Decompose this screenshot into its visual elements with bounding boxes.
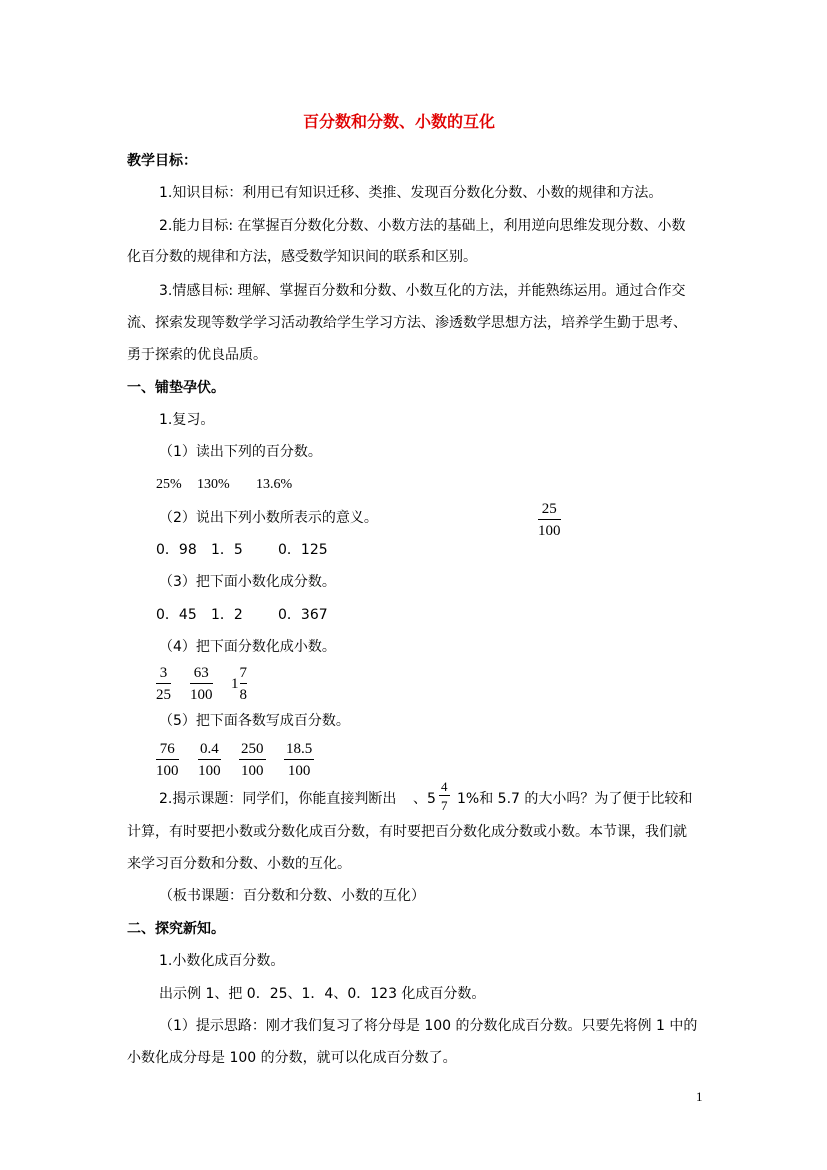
question4: （4）把下面分数化成小数。 xyxy=(159,639,336,655)
section2-heading: 二、探究新知。 xyxy=(127,921,225,937)
fraction xyxy=(239,740,266,780)
fraction-denominator: 100 xyxy=(241,763,264,779)
decimal-item: 1．5 xyxy=(211,542,243,558)
fraction-bar xyxy=(284,759,314,760)
hint-line2: 小数化成分母是 100 的分数，就可以化成百分数了。 xyxy=(127,1050,457,1066)
topic-line3: 来学习百分数和分数、小数的互化。 xyxy=(127,856,351,872)
fraction-bar xyxy=(239,759,266,760)
fraction-numerator: 25 xyxy=(541,501,557,517)
fraction-denominator: 8 xyxy=(239,687,247,703)
fraction-numerator: 76 xyxy=(159,741,175,757)
fraction-bar xyxy=(198,759,221,760)
decimal-item: 1．2 xyxy=(211,607,243,623)
fraction-numerator: 18.5 xyxy=(286,741,313,757)
fraction-denominator: 100 xyxy=(538,523,561,539)
fraction xyxy=(190,664,213,704)
side-fraction xyxy=(538,500,561,540)
fraction xyxy=(156,740,179,780)
hint-line1: （1）提示思路：刚才我们复习了将分母是 100 的分数化成百分数。只要先将例 1 中的 xyxy=(159,1018,698,1034)
decimal-item: 0．45 xyxy=(156,607,197,623)
fraction-denominator: 100 xyxy=(156,763,179,779)
fraction-denominator: 7 xyxy=(441,798,448,813)
question1: （1）读出下列的百分数。 xyxy=(159,444,322,460)
goals-heading: 教学目标： xyxy=(127,153,197,169)
decimal-item: 0．367 xyxy=(278,607,328,623)
goal-emotion-line3: 勇于探索的优良品质。 xyxy=(127,347,267,363)
topic-line1-start: 2.揭示课题：同学们，你能直接判断出 xyxy=(159,791,397,807)
fraction-bar xyxy=(240,683,248,684)
topic-line2: 计算，有时要把小数或分数化成百分数，有时要把百分数化成分数或小数。本节课，我们就 xyxy=(127,824,687,840)
topic-line1-end: 1%和 5.7 的大小吗？为了便于比较和 xyxy=(457,791,693,807)
board-title: （板书课题：百分数和分数、小数的互化） xyxy=(159,888,425,904)
percent-item: 130% xyxy=(197,477,230,492)
fraction-bar xyxy=(156,683,171,684)
fraction-numerator: 7 xyxy=(239,665,247,681)
topic-line1-mid: 、5 xyxy=(413,791,436,807)
fraction xyxy=(198,740,221,780)
percent-item: 13.6% xyxy=(256,477,293,492)
question3: （3）把下面小数化成分数。 xyxy=(159,574,336,590)
fraction-numerator: 63 xyxy=(193,665,209,681)
percent-item: 25% xyxy=(156,477,182,492)
question5: （5）把下面各数写成百分数。 xyxy=(159,713,350,729)
fraction-numerator: 3 xyxy=(159,665,168,681)
fraction-numerator: 0.4 xyxy=(200,741,219,757)
fraction-denominator: 100 xyxy=(287,763,311,779)
topic-fraction xyxy=(439,779,450,813)
page-number: 1 xyxy=(696,1089,703,1104)
goal-emotion-line2: 流、探索发现等数学学习活动教给学生学习方法、渗透数学思想方法，培养学生勤于思考、 xyxy=(127,315,687,331)
fraction-bar xyxy=(156,759,179,760)
fraction-denominator: 100 xyxy=(198,763,221,779)
review-label: 1.复习。 xyxy=(159,412,215,428)
fraction-bar xyxy=(190,683,213,684)
goal-ability-line1: 2.能力目标: 在掌握百分数化分数、小数方法的基础上，利用逆向思维发现分数、小数 xyxy=(159,218,686,234)
goal-emotion-line1: 3.情感目标: 理解、掌握百分数和分数、小数互化的方法，并能熟练运用。通过合作交 xyxy=(159,283,686,299)
mixed-number xyxy=(231,664,247,704)
fraction xyxy=(156,664,171,704)
fraction-numerator: 4 xyxy=(441,779,448,794)
fraction-bar xyxy=(538,519,561,520)
fraction-denominator: 25 xyxy=(156,687,171,703)
section1-heading: 一、铺垫孕伏。 xyxy=(127,380,225,396)
new-knowledge-1: 1.小数化成百分数。 xyxy=(159,953,285,969)
decimal-item: 0．98 xyxy=(156,542,197,558)
goal-ability-line2: 化百分数的规律和方法，感受数学知识间的联系和区别。 xyxy=(127,249,477,265)
question2: （2）说出下列小数所表示的意义。 xyxy=(159,510,378,526)
goal-knowledge: 1.知识目标：利用已有知识迁移、类推、发现百分数化分数、小数的规律和方法。 xyxy=(159,185,663,201)
page-title: 百分数和分数、小数的互化 xyxy=(303,112,496,131)
example-1: 出示例 1、把 0．25、1．4、0．123 化成百分数。 xyxy=(159,986,486,1002)
mixed-whole: 1 xyxy=(231,675,239,692)
fraction-denominator: 100 xyxy=(190,687,213,703)
decimal-item: 0．125 xyxy=(278,542,328,558)
fraction-bar xyxy=(439,795,450,796)
fraction xyxy=(284,740,314,780)
fraction-numerator: 250 xyxy=(241,741,264,757)
